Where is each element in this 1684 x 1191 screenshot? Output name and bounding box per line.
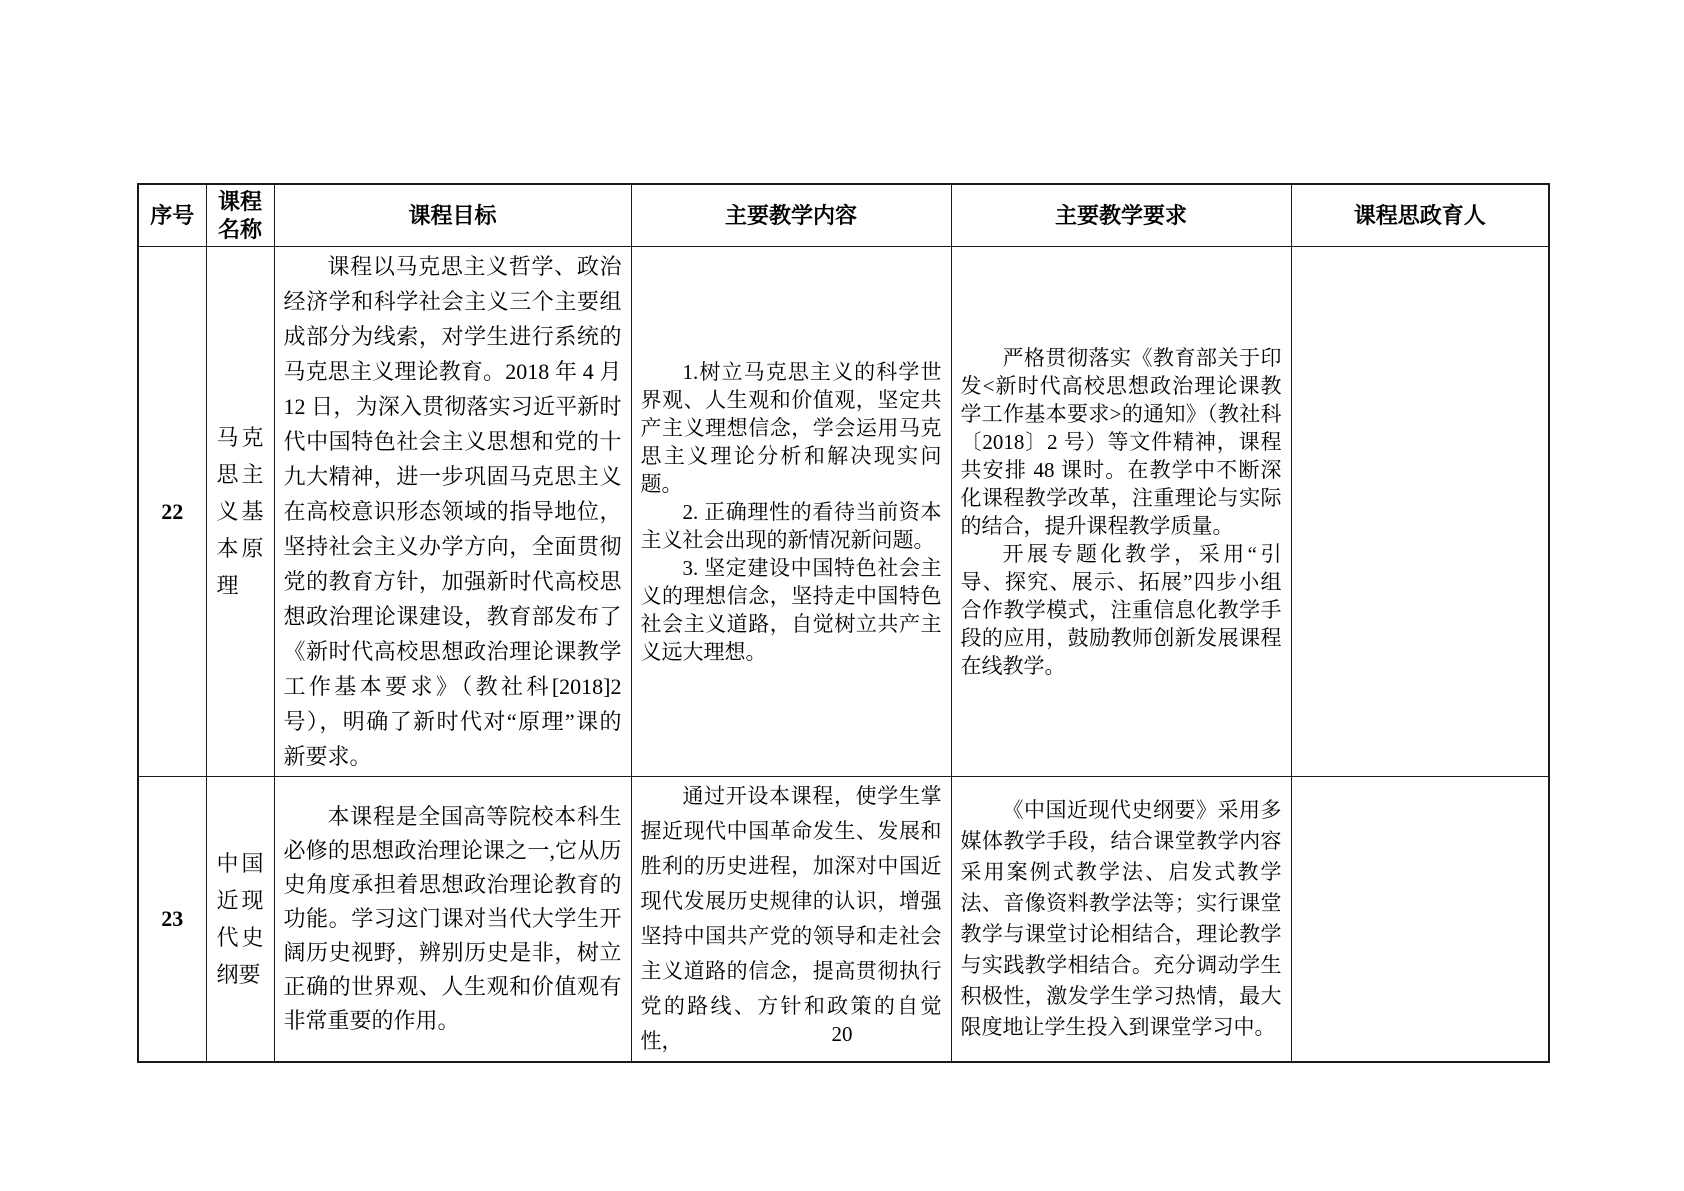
header-row — [138, 184, 1549, 247]
col-header-teaching-requirements: 主要教学要求 — [951, 184, 1291, 247]
course-objectives: 课程以马克思主义哲学、政治经济学和科学社会主义三个主要组成部分为线索，对学生进行系统的马克思主义理论教育。2018 年 4 月 12 日，为深入贯彻落实习近平新时代中国特色社会主义思想和党的十九大精神，进一步巩固马克思主义在高校意识形态领域的指导地位， 坚持社会主义办学方向，全面贯彻党的教育方针，加强新时代高校思想政治理论课建设，教育部发布了《新时代高校思想政治理论课教学工作基本要求》（教社科[2018]2 号），明确了新时代对“原理”课的新要求。 — [274, 247, 631, 777]
ideology-cell — [1291, 247, 1549, 777]
table-row — [138, 247, 1549, 777]
teaching-requirements: 《中国近现代史纲要》采用多媒体教学手段，结合课堂教学内容采用案例式教学法、启发式教学法、音像资料教学法等；实行课堂教学与课堂讨论相结合，理论教学与实践教学相结合。充分调动学生积极性，激发学生学习热情，最大限度地让学生投入到课堂学习中。 — [951, 777, 1291, 1063]
course-no: 22 — [138, 247, 206, 777]
page-number: 20 — [831, 1022, 853, 1046]
table-row — [138, 777, 1549, 1063]
course-objectives: 本课程是全国高等院校本科生必修的思想政治理论课之一,它从历史角度承担着思想政治理论教育的功能。学习这门课对当代大学生开阔历史视野，辨别历史是非，树立正确的世界观、人生观和价值观有非常重要的作用。 — [274, 777, 631, 1063]
col-header-course-name: 课程名称 — [206, 184, 274, 247]
course-no: 23 — [138, 777, 206, 1063]
col-header-teaching-content: 主要教学内容 — [631, 184, 951, 247]
ideology-cell — [1291, 777, 1549, 1063]
teaching-content: 1.树立马克思主义的科学世界观、人生观和价值观，坚定共产主义理想信念，学会运用马克思主义理论分析和解决现实问题。 2. 正确理性的看待当前资本主义社会出现的新情况新问题。 3. 坚定建设中国特色社会主义的理想信念，坚持走中国特色社会主义道路，自觉树立共产主义远大理想。 — [631, 247, 951, 777]
col-header-objectives: 课程目标 — [274, 184, 631, 247]
course-table — [137, 183, 1550, 1063]
col-header-no: 序号 — [138, 184, 206, 247]
course-name: 马克思主义基本原理 — [206, 247, 274, 777]
col-header-ideology: 课程思政育人 — [1291, 184, 1549, 247]
teaching-content: 通过开设本课程，使学生掌握近现代中国革命发生、发展和胜利的历史进程，加深对中国近现代发展历史规律的认识，增强坚持中国共产党的领导和走社会主义道路的信念，提高贯彻执行党的路线、方针和政策的自觉性， — [631, 777, 951, 1063]
teaching-requirements: 严格贯彻落实《教育部关于印发<新时代高校思想政治理论课教学工作基本要求>的通知》（教社科〔2018〕2 号）等文件精神，课程共安排 48 课时。在教学中不断深化课程教学改革，注重理论与实际的结合，提升课程教学质量。 开展专题化教学，采用“引导、探究、展示、拓展”四步小组合作教学模式，注重信息化教学手段的应用，鼓励教师创新发展课程在线教学。 — [951, 247, 1291, 777]
course-name: 中国近现代史纲要 — [206, 777, 274, 1063]
